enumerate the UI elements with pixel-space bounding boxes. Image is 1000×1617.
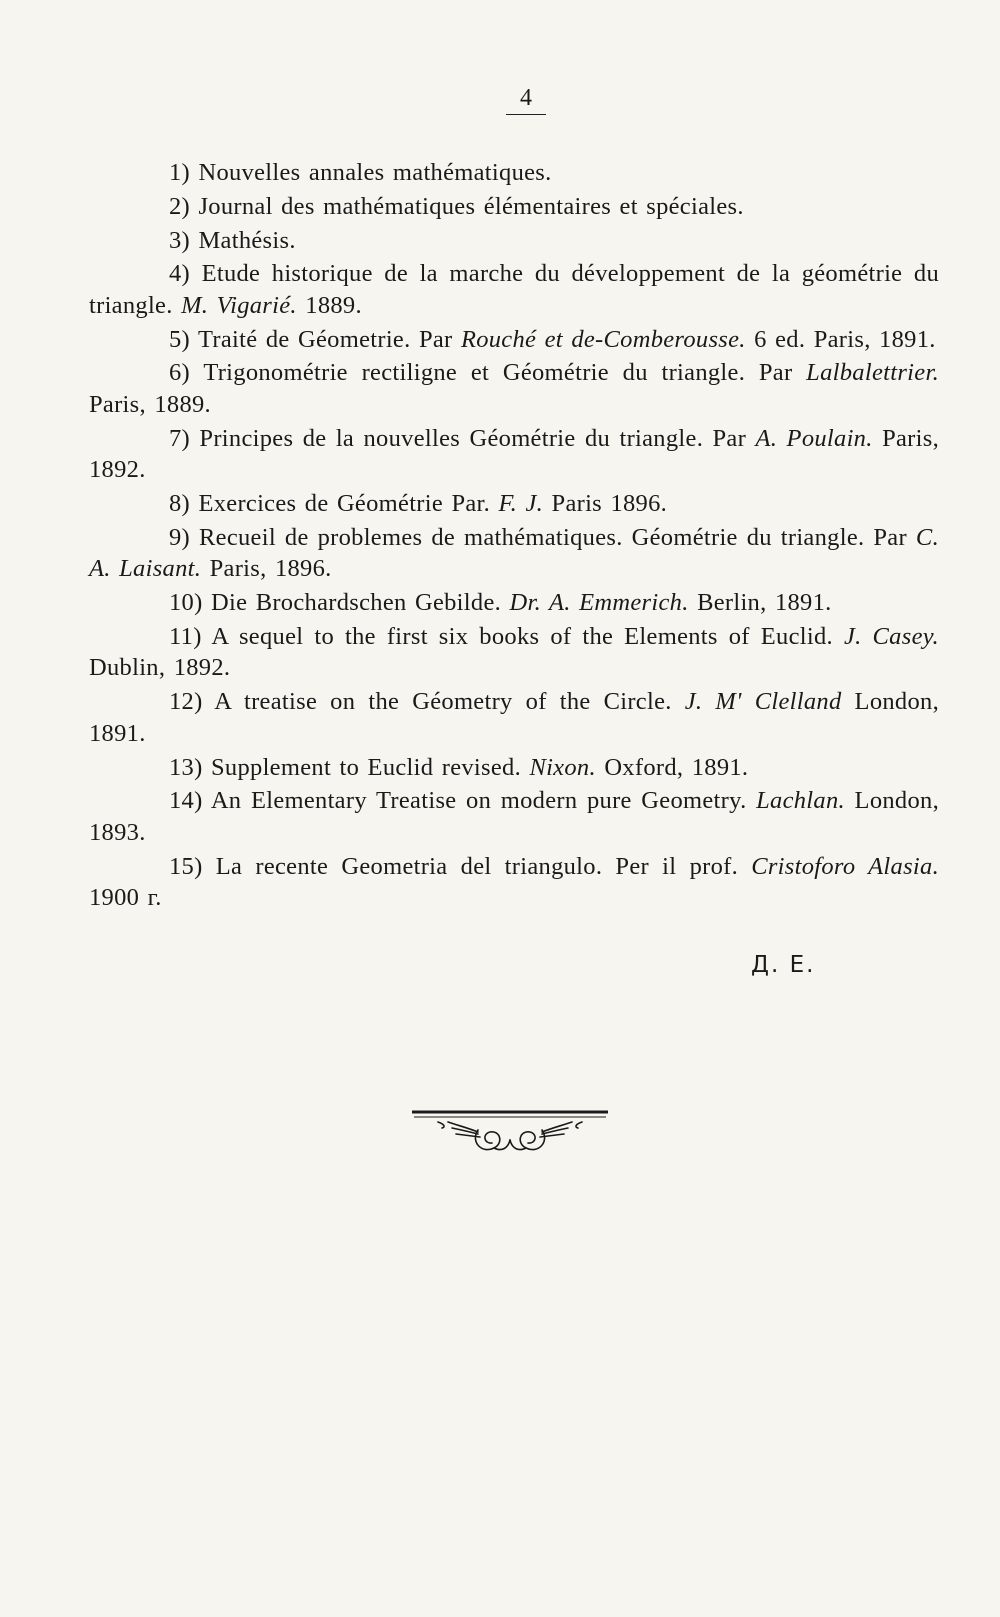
reference-entry: [89, 191, 939, 223]
reference-author: M. Vigarié.: [181, 291, 297, 319]
reference-author: Cristoforo Alasia.: [751, 852, 939, 880]
reference-number: 12): [169, 688, 203, 716]
reference-text: Die Brochardschen Gebilde.: [211, 589, 510, 617]
reference-text: Mathésis.: [198, 226, 296, 254]
reference-text: 6 ed. Paris, 1891.: [745, 325, 936, 353]
reference-author: F. J.: [498, 490, 544, 518]
reference-author: J. M' Clelland: [684, 688, 842, 716]
reference-entry: [89, 258, 939, 321]
reference-entry: [89, 621, 939, 684]
reference-number: 9): [169, 523, 191, 551]
reference-entry: [89, 752, 939, 784]
reference-author: Lalbalettrier.: [806, 359, 939, 387]
reference-author: J. Casey.: [843, 622, 939, 650]
reference-entry: [89, 686, 939, 749]
reference-number: 15): [169, 852, 203, 880]
reference-number: 10): [169, 589, 203, 617]
reference-author: Rouché et de-Comberousse.: [460, 325, 746, 353]
reference-text: Paris, 1896.: [201, 555, 332, 583]
reference-entry: [89, 488, 939, 520]
reference-text: A sequel to the first six books of the Elements of Euclid.: [211, 622, 844, 650]
reference-text: Recueil de problemes de mathématiques. Géométrie du triangle. Par: [199, 523, 916, 551]
reference-text: London, 1891.: [89, 688, 939, 747]
reference-number: 13): [169, 753, 203, 781]
reference-entry: [89, 225, 939, 257]
reference-number: 7): [169, 424, 191, 452]
reference-number: 14): [169, 787, 203, 815]
reference-entry: [89, 357, 939, 420]
reference-text: 1889.: [296, 291, 362, 319]
reference-text: Trigonométrie rectiligne et Géométrie du triangle. Par: [203, 359, 807, 387]
page-number: 4: [506, 84, 546, 115]
reference-entry: [89, 423, 939, 486]
reference-text: Paris, 1889.: [89, 390, 211, 418]
reference-text: Traité de Géometrie. Par: [198, 325, 461, 353]
reference-text: Paris 1896.: [543, 490, 668, 518]
reference-text: London, 1893.: [89, 787, 939, 846]
reference-entry: [89, 851, 939, 914]
reference-text: Nouvelles annales mathématiques.: [198, 159, 552, 186]
reference-number: 2): [169, 192, 191, 220]
reference-number: 11): [169, 622, 202, 650]
reference-text: Paris, 1892.: [89, 424, 939, 484]
reference-entry: [89, 587, 939, 619]
reference-text: Dublin, 1892.: [89, 654, 231, 682]
reference-text: Etude historique de la marche du développement de la géométrie du triangle.: [89, 260, 940, 319]
reference-text: A treatise on the Géometry of the Circle.: [214, 688, 685, 716]
page-number-container: [0, 84, 1000, 115]
reference-entry: [89, 324, 939, 356]
reference-author: Dr. A. Emmerich.: [509, 589, 689, 617]
reference-text: La recente Geometria del triangulo. Per il prof.: [215, 852, 752, 880]
reference-author: C. A. Laisant.: [89, 523, 939, 583]
reference-text: Principes de la nouvelles Géométrie du triangle. Par: [199, 424, 756, 452]
reference-text: Oxford, 1891.: [595, 753, 749, 781]
reference-author: Nixon.: [529, 753, 596, 781]
reference-text: Journal des mathématiques élémentaires et spéciales.: [198, 192, 744, 220]
reference-number: 3): [169, 226, 191, 254]
reference-entry: [89, 785, 939, 848]
author-signature: Д. Е.: [751, 952, 816, 978]
reference-number: 5): [169, 325, 191, 353]
reference-number: 4): [169, 260, 191, 288]
reference-text: An Elementary Treatise on modern pure Geometry.: [210, 787, 757, 815]
reference-number: 8): [169, 490, 191, 518]
reference-number: 6): [169, 359, 191, 387]
reference-text: 1900 г.: [89, 884, 162, 912]
reference-entry: [89, 522, 939, 585]
reference-author: A. Poulain.: [755, 424, 873, 452]
reference-text: Supplement to Euclid revised.: [211, 753, 530, 781]
reference-entry: [89, 157, 939, 189]
reference-text: Berlin, 1891.: [688, 589, 832, 617]
reference-text: Exercices de Géométrie Par.: [198, 490, 499, 518]
scroll-ornament-icon: [412, 1108, 608, 1168]
reference-number: 1): [169, 159, 191, 186]
reference-list: [89, 157, 939, 914]
reference-author: Lachlan.: [756, 787, 845, 815]
